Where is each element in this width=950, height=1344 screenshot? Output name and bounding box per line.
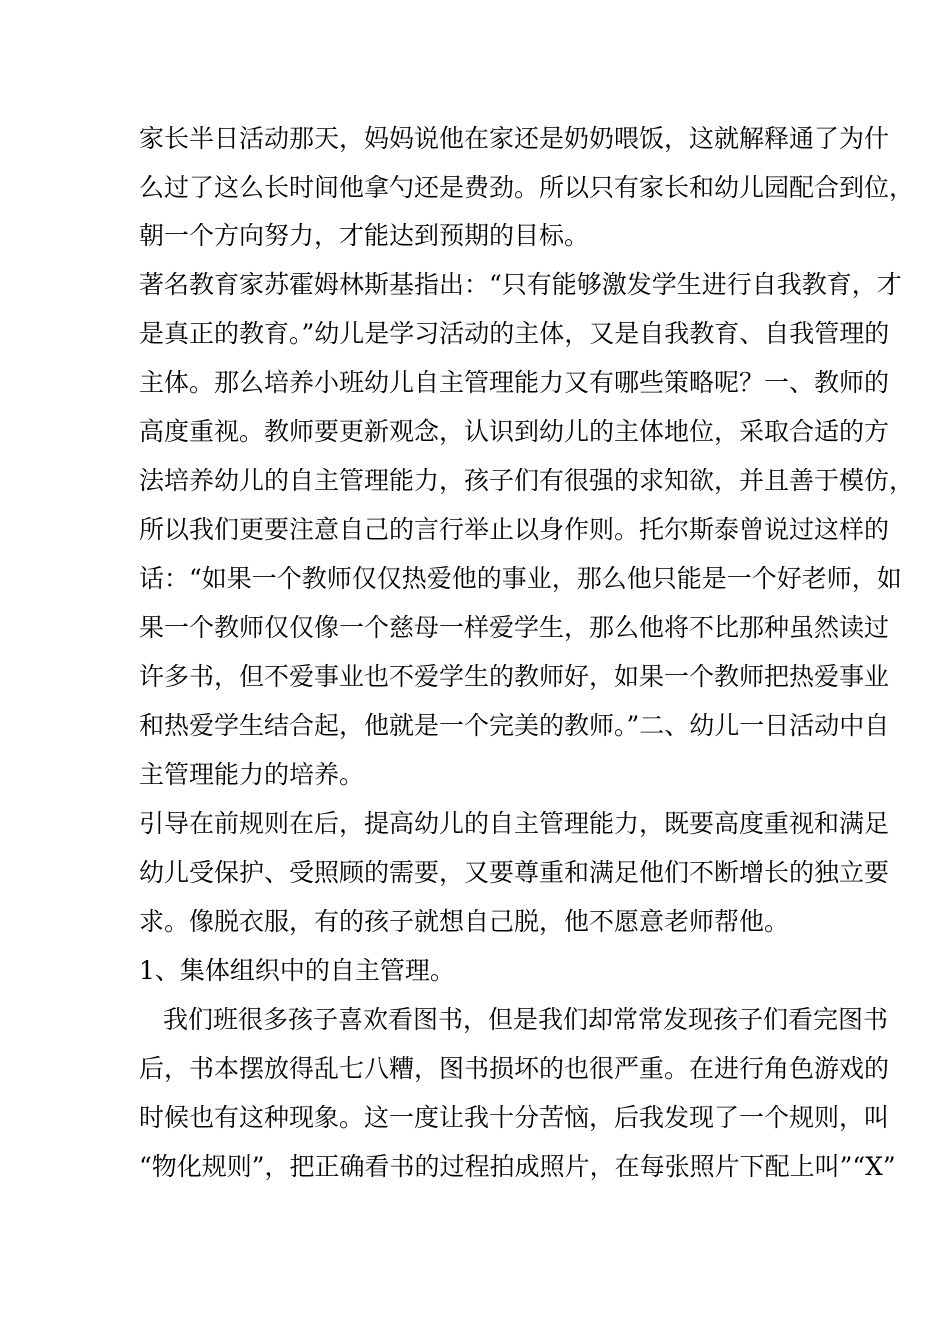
text-line: 是真正的教育。”幼儿是学习活动的主体，又是自我教育、自我管理的 (139, 319, 890, 348)
text-line: 主管理能力的培养。 (139, 760, 365, 789)
text-line: 著名教育家苏霍姆林斯基指出：“只有能够激发学生进行自我教育，才 (139, 270, 902, 299)
text-line: 引导在前规则在后，提高幼儿的自主管理能力，既要高度重视和满足 (139, 809, 890, 838)
text-line: 求。像脱衣服，有的孩子就想自己脱，他不愿意老师帮他。 (139, 907, 790, 936)
text-line: 我们班很多孩子喜欢看图书，但是我们却常常发现孩子们看完图书 (163, 1005, 889, 1034)
text-line: 高度重视。教师要更新观念，认识到幼儿的主体地位，采取合适的方 (139, 417, 890, 446)
text-line: 果一个教师仅仅像一个慈母一样爱学生，那么他将不比那种虽然读过 (139, 613, 890, 642)
text-line: “物化规则”，把正确看书的过程拍成照片，在每张照片下配上叫”“X” (139, 1152, 896, 1181)
text-line: 所以我们更要注意自己的言行举止以身作则。托尔斯泰曾说过这样的 (139, 515, 890, 544)
text-line: 话：“如果一个教师仅仅热爱他的事业，那么他只能是一个好老师，如 (139, 564, 902, 593)
text-line: 么过了这么长时间他拿勺还是费劲。所以只有家长和幼儿园配合到位， (139, 173, 915, 202)
text-line: 主体。那么培养小班幼儿自主管理能力又有哪些策略呢？一、教师的 (139, 368, 890, 397)
section-heading: 1、集体组织中的自主管理。 (139, 956, 455, 985)
text-line: 后，书本摆放得乱七八糟，图书损坏的也很严重。在进行角色游戏的 (139, 1054, 890, 1083)
text-line: 许多书，但不爱事业也不爱学生的教师好，如果一个教师把热爱事业 (139, 662, 890, 691)
text-line: 幼儿受保护、受照顾的需要，又要尊重和满足他们不断增长的独立要 (139, 858, 890, 887)
text-line: 法培养幼儿的自主管理能力，孩子们有很强的求知欲，并且善于模仿， (139, 466, 915, 495)
text-line: 家长半日活动那天，妈妈说他在家还是奶奶喂饭，这就解释通了为什 (139, 124, 890, 153)
text-line: 和热爱学生结合起，他就是一个完美的教师。”二、幼儿一日活动中自 (139, 711, 890, 740)
text-line: 朝一个方向努力，才能达到预期的目标。 (139, 221, 590, 250)
text-line: 时候也有这种现象。这一度让我十分苦恼，后我发现了一个规则，叫 (139, 1103, 890, 1132)
